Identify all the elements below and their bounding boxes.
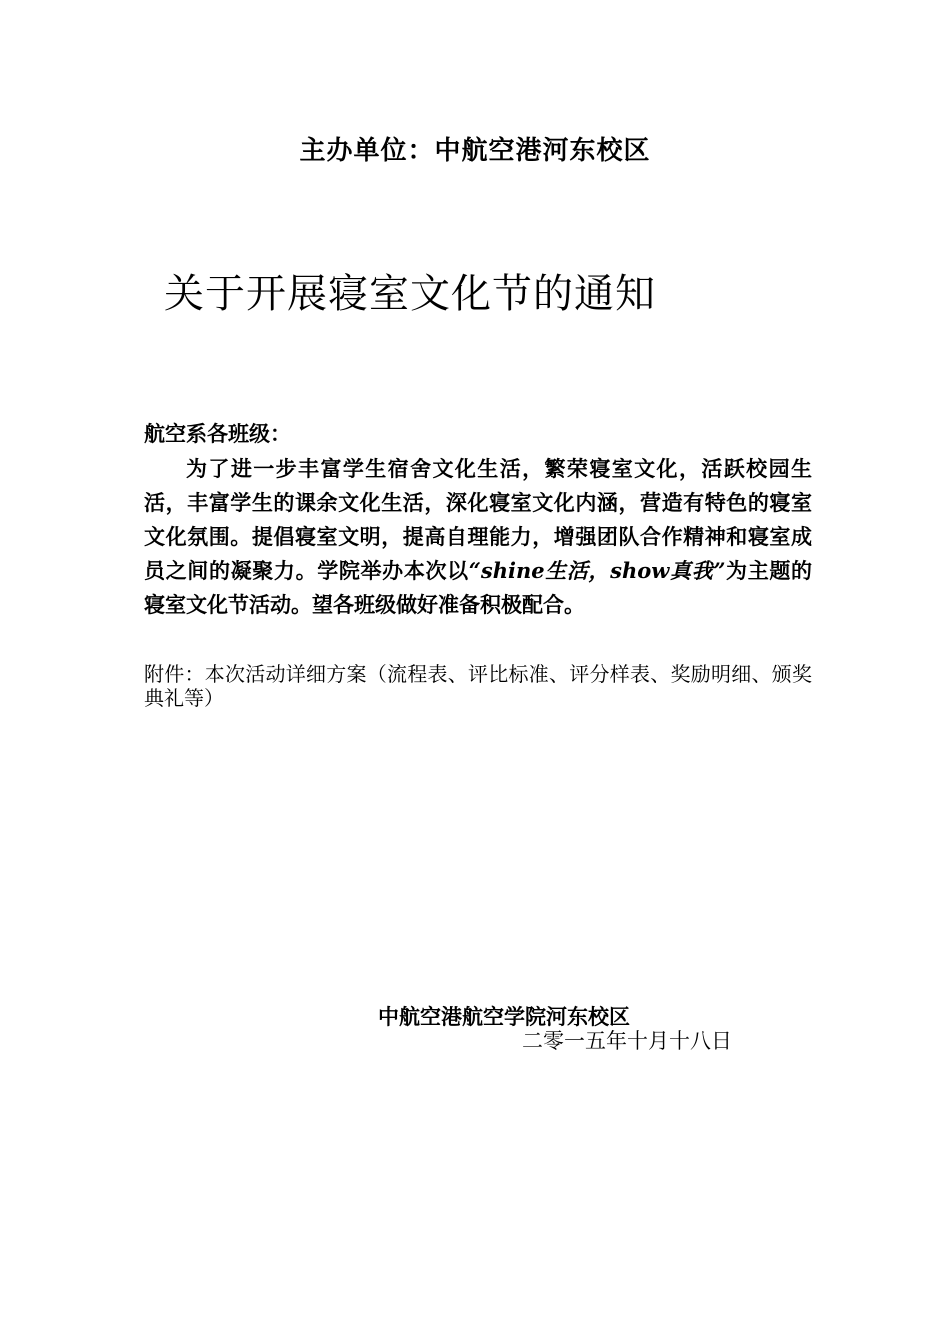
- event-theme: “shine生活，show真我”: [468, 558, 726, 583]
- body-text-before-theme: 为了进一步丰富学生宿舍文化生活，繁荣寝室文化，活跃校园生活，丰富学生的课余文化生活，深化寝室文化内涵，营造有特色的寝室文化氛围。提倡寝室文明，提高自理能力，增强团队合作精神和寝室成员之间的凝聚力。学院举办本次以: [144, 456, 812, 583]
- signature-date: 二零一五年十月十八日: [522, 1029, 732, 1053]
- signature-organization: 中航空港航空学院河东校区: [378, 1004, 630, 1029]
- notice-title: 关于开展寝室文化节的通知: [164, 271, 656, 317]
- notice-body: [144, 452, 812, 622]
- organizer-line: 主办单位：中航空港河东校区: [299, 136, 651, 166]
- attachment-note: 附件：本次活动详细方案（流程表、评比标准、评分样表、奖励明细、颁奖典礼等）: [144, 662, 812, 710]
- salutation: 航空系各班级：: [144, 421, 291, 446]
- body-text-after-theme: 为主题的寝室文化节活动。望各班级做好准备积极配合。: [144, 558, 813, 617]
